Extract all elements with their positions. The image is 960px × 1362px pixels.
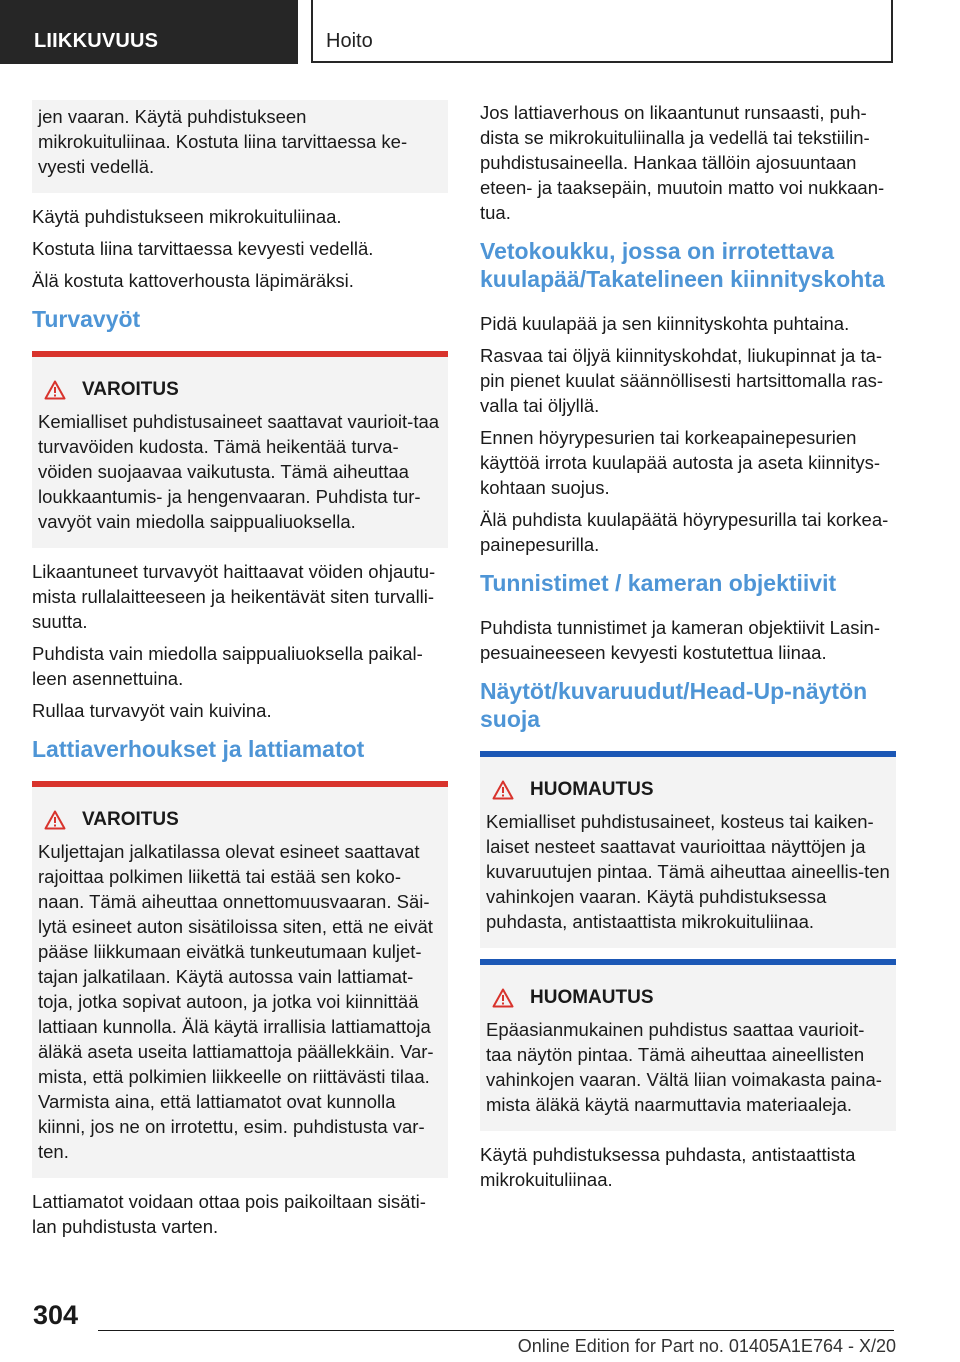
- header-section-tab: [0, 0, 298, 64]
- notice-box: [480, 959, 896, 1131]
- paragraph: Käytä puhdistukseen mikrokuituliinaa.: [32, 206, 342, 227]
- header-chapter-tab: [311, 0, 893, 63]
- warning-text: Kuljettajan jalkatilassa olevat esineet saattavat rajoittaa polkimen liikettä tai estää sen koko-naan. Tämä aiheuttaa onnettomuusvaaran. Säi-lytä esineet auton sisätiloissa siten, että ne eivät pääse liikkumaan eivätkä tunkeutumaan kuljet-tajan jalkatilaan. Käytä autossa vain lattiamat-toja, jotka sopivat autoon, ja jotka voi kiinnittää lattiaan kunnolla. Älä käytä irrallisia lattiamattoja äläkä aseta useita lattiamattoja päällekkäin. Var-mista, että polkimien liikkeelle on riittävästi tilaa. Varmista aina, että lattiamatot ovat kunnolla kiinni, jos ne on irrotettu, esim. puhdistusta var-ten.: [38, 841, 434, 1162]
- footer-divider: [98, 1330, 894, 1331]
- header-chapter-label: Hoito: [326, 30, 373, 52]
- right-column: [480, 100, 896, 1199]
- paragraph: Pidä kuulapää ja sen kiinnityskohta puhtaina.: [480, 313, 850, 334]
- heading-turvavyot: Turvavyöt: [32, 306, 141, 332]
- warning-title: VAROITUS: [82, 379, 179, 400]
- paragraph: Puhdista tunnistimet ja kameran objektiivit Lasin-pesuaineeseen kevyesti kostutettua liinaa.: [480, 617, 880, 663]
- footer-edition: Online Edition for Part no. 01405A1E764 - X/20: [517, 1336, 896, 1356]
- paragraph: Jos lattiaverhous on likaantunut runsaasti, puh-dista se mikrokuituliinalla ja vedellä tai tekstiilin-puhdistusaineella. Hankaa tällöin ajosuuntaan eteen- ja taaksepäin, muutoin matto voi nukkaan-tua.: [480, 102, 885, 223]
- box-continuation-text: jen vaaran. Käytä puhdistukseen mikrokuituliinaa. Kostuta liina tarvittaessa ke-vyesti vedellä.: [38, 106, 408, 177]
- page-number: 304: [33, 1300, 79, 1330]
- heading-tunnistimet: Tunnistimet / kameran objektiivit: [480, 570, 837, 596]
- paragraph: Käytä puhdistuksessa puhdasta, antistaattista mikrokuituliinaa.: [480, 1144, 856, 1190]
- paragraph: Rullaa turvavyöt vain kuivina.: [32, 700, 272, 721]
- warning-title-row: [38, 809, 442, 831]
- warning-text: Kemialliset puhdistusaineet saattavat vaurioit-taa turvavöiden kudosta. Tämä heikentää turva-vöiden suojaavaa vaikutusta. Tämä aiheuttaa loukkaantumis- ja hengenvaaran. Puhdista tur-vavyöt vain miedolla saippualiuoksella.: [38, 411, 440, 532]
- warning-box: [32, 351, 448, 548]
- paragraph: Likaantuneet turvavyöt haittaavat vöiden ohjautu-mista rullalaitteeseen ja heikentävät siten turvalli-suutta.: [32, 561, 436, 632]
- paragraph: Puhdista vain miedolla saippualiuoksella paikal-leen asennettuina.: [32, 643, 423, 689]
- warning-triangle-icon: [492, 780, 514, 800]
- notice-title: HUOMAUTUS: [530, 987, 654, 1008]
- paragraph: Älä kostuta kattoverhousta läpimäräksi.: [32, 270, 354, 291]
- warning-title-row: [38, 379, 442, 401]
- warning-triangle-icon: [44, 380, 66, 400]
- notice-box: [480, 751, 896, 948]
- notice-text: Kemialliset puhdistusaineet, kosteus tai kaiken-laiset nesteet saattavat vaurioittaa näyttöjen ja kuvaruutujen pintaa. Tämä aiheuttaa aineellis-ten vahinkojen vaaran. Käytä puhdistuksessa puhdasta, antistaattista mikrokuituliinaa.: [486, 811, 890, 932]
- notice-title: HUOMAUTUS: [530, 779, 654, 800]
- paragraph: Rasvaa tai öljyä kiinnityskohdat, liukupinnat ja ta-pin pienet kuulat säännöllisesti hartsittomalla ras-valla tai öljyllä.: [480, 345, 884, 416]
- header-section-label: LIIKKUVUUS: [34, 30, 159, 52]
- warning-title: VAROITUS: [82, 809, 179, 830]
- paragraph: Kostuta liina tarvittaessa kevyesti vedellä.: [32, 238, 374, 259]
- paragraph: Lattiamatot voidaan ottaa pois paikoiltaan sisäti-lan puhdistusta varten.: [32, 1191, 426, 1237]
- notice-text: Epäasianmukainen puhdistus saattaa vaurioit-taa näytön pintaa. Tämä aiheuttaa aineellisten vahinkojen vaaran. Vältä liian voimakasta paina-mista äläkä käytä naarmuttavia materiaaleja.: [486, 1019, 882, 1115]
- notice-title-row: [486, 779, 890, 801]
- notice-box-continuation: [32, 100, 448, 193]
- left-column: [32, 100, 448, 1246]
- notice-title-row: [486, 987, 890, 1009]
- paragraph: Ennen höyrypesurien tai korkeapainepesurien käyttöä irrota kuulapää autosta ja aseta kiinnitys-kohtaan suojus.: [480, 427, 881, 498]
- warning-triangle-icon: [44, 810, 66, 830]
- heading-naytot: Näytöt/kuvaruudut/Head-Up-näytön suoja: [480, 678, 868, 732]
- warning-triangle-icon: [492, 988, 514, 1008]
- warning-box: [32, 781, 448, 1178]
- paragraph: Älä puhdista kuulapäätä höyrypesurilla tai korkea-painepesurilla.: [480, 509, 889, 555]
- heading-lattia: Lattiaverhoukset ja lattiamatot: [32, 736, 365, 762]
- heading-vetokoukku: Vetokoukku, jossa on irrotettava kuulapää/Takatelineen kiinnityskohta: [480, 238, 885, 292]
